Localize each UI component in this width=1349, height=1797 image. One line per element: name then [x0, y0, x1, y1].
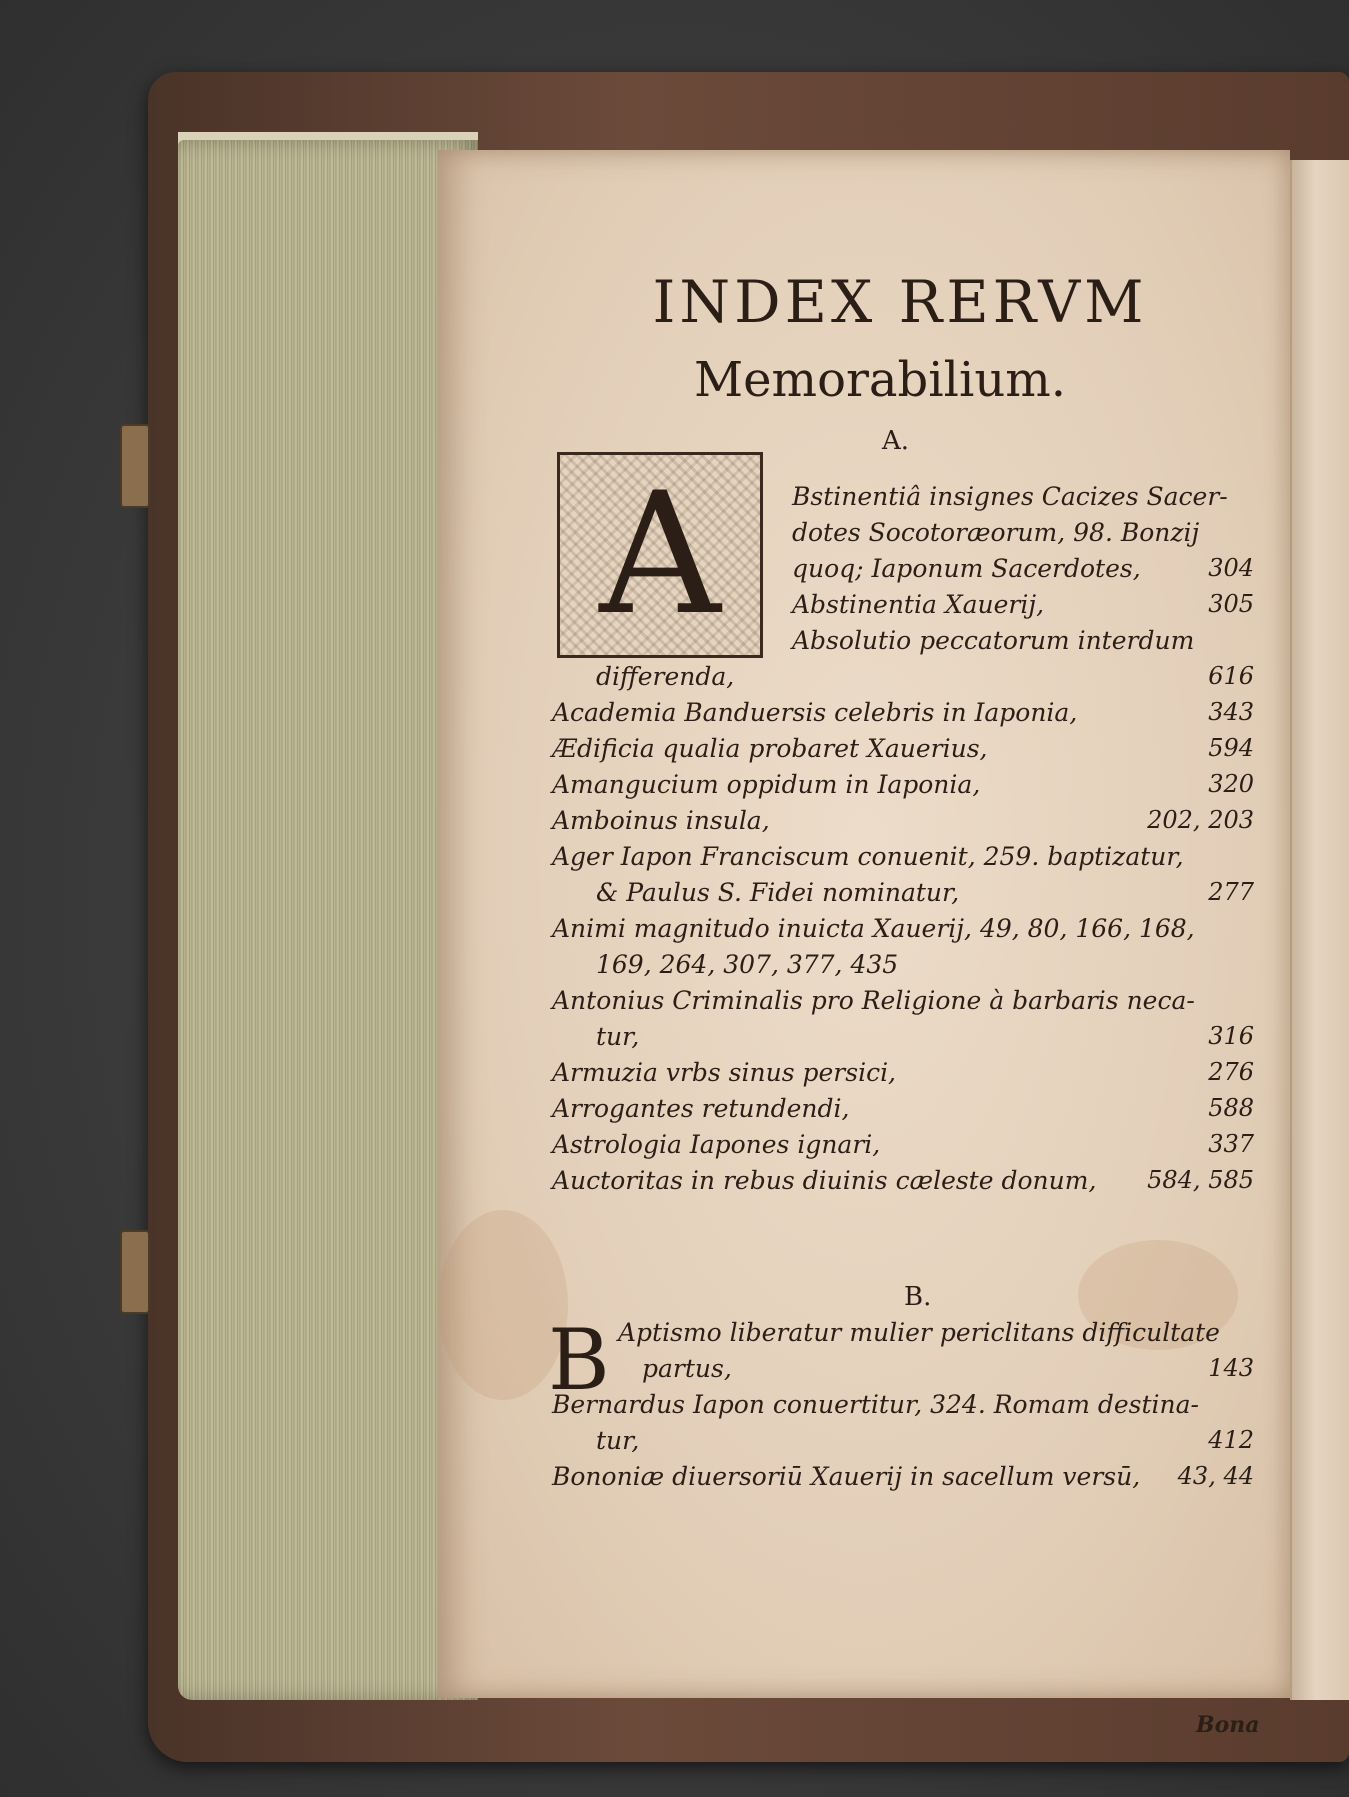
initial-letter-b: B — [548, 1311, 610, 1409]
index-entry-page-number: 316 — [1208, 1022, 1254, 1050]
index-entry-page-number: 412 — [1208, 1426, 1254, 1454]
index-entry-text: Bstinentiâ insignes Cacizes Sacer- — [792, 482, 1228, 511]
index-entry-page-number: 337 — [1208, 1130, 1254, 1158]
index-entry-text: & Paulus S. Fidei nominatur, — [596, 878, 960, 907]
index-entry-text: Absolutio peccatorum interdum — [792, 626, 1195, 655]
page-subtitle: Memorabilium. — [694, 352, 1066, 408]
catchword: Bona — [1196, 1712, 1260, 1738]
index-entry-text: tur, — [596, 1426, 640, 1455]
index-entry-text: Amangucium oppidum in Iaponia, — [552, 770, 981, 799]
index-entry-page-number: 594 — [1208, 734, 1254, 762]
index-entry-page-number: 304 — [1208, 554, 1254, 582]
index-entry-text: dotes Socotoræorum, 98. Bonzij — [792, 518, 1200, 547]
index-entry-text: partus, — [642, 1354, 732, 1383]
index-entry-text: Bernardus Iapon conuertitur, 324. Romam destina- — [552, 1390, 1199, 1419]
index-entry-text: Abstinentia Xauerij, — [792, 590, 1045, 619]
index-entry-text: Arrogantes retundendi, — [552, 1094, 850, 1123]
index-entry-text: 169, 264, 307, 377, 435 — [596, 950, 899, 979]
initial-letter: A — [599, 456, 721, 652]
index-entry-text: Antonius Criminalis pro Religione à barbaris neca- — [552, 986, 1195, 1015]
index-entry-text: Armuzia vrbs sinus persici, — [552, 1058, 897, 1087]
clasp-bottom — [120, 1230, 150, 1314]
index-entry-text: differenda, — [596, 662, 735, 691]
page-block-edge — [178, 140, 478, 1700]
section-heading-a: A. — [882, 426, 910, 456]
index-entry-page-number: 143 — [1208, 1354, 1254, 1382]
page-title: INDEX RERVM — [652, 268, 1148, 336]
facing-page-edge — [1290, 160, 1349, 1700]
section-heading-b: B. — [904, 1282, 932, 1312]
index-entry-page-number: 584, 585 — [1147, 1166, 1254, 1194]
index-entry-page-number: 305 — [1208, 590, 1254, 618]
index-entry-page-number: 276 — [1208, 1058, 1254, 1086]
index-entry-text: quoq; Iaponum Sacerdotes, — [792, 554, 1141, 583]
index-entry-text: Auctoritas in rebus diuinis cæleste donum, — [552, 1166, 1097, 1195]
index-entry-text: Bononiæ diuersoriū Xauerij in sacellum versū, — [552, 1462, 1141, 1491]
index-entry-page-number: 202, 203 — [1147, 806, 1254, 834]
index-entry-text: Ædificia qualia probaret Xauerius, — [552, 734, 988, 763]
index-entry-text: Aptismo liberatur mulier periclitans difficultate — [618, 1318, 1220, 1347]
index-entry-page-number: 616 — [1208, 662, 1254, 690]
clasp-top — [120, 424, 150, 508]
index-entry-text: Ager Iapon Franciscum conuenit, 259. baptizatur, — [552, 842, 1184, 871]
index-entry-text: Academia Banduersis celebris in Iaponia, — [552, 698, 1078, 727]
index-entry-text: tur, — [596, 1022, 640, 1051]
index-entry-page-number: 320 — [1208, 770, 1254, 798]
index-entry-page-number: 588 — [1208, 1094, 1254, 1122]
index-entry-text: Amboinus insula, — [552, 806, 770, 835]
index-entry-text: Animi magnitudo inuicta Xauerij, 49, 80, 166, 168, — [552, 914, 1195, 943]
index-entry-page-number: 343 — [1208, 698, 1254, 726]
decorated-initial — [557, 452, 763, 658]
index-entry-text: Astrologia Iapones ignari, — [552, 1130, 881, 1159]
index-entry-page-number: 277 — [1208, 878, 1254, 906]
index-entry-page-number: 43, 44 — [1177, 1462, 1254, 1490]
